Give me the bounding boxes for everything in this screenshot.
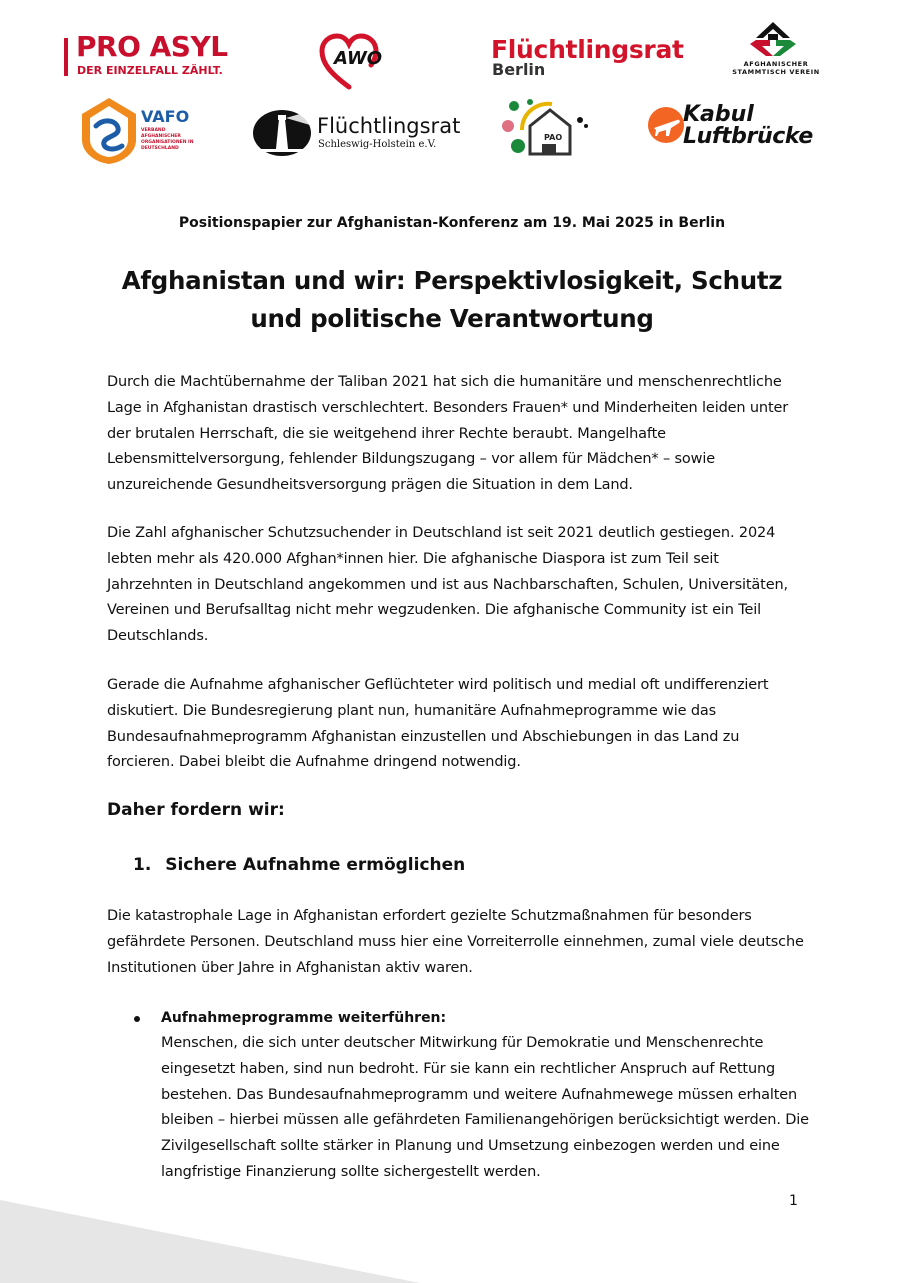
paragraph-intro: Durch die Machtübernahme der Taliban 2021 hat sich die humanitäre und menschenrechtliche Lage in Afghanistan drastisch verschlechtert. Besonders Frauen* und Minderheiten leiden unter der brutalen Herrschaft, die sie weitgehend ihrer Rechte beraubt. Mangelhafte Lebensmittelversorgung, fehlender Bildungszugang – vor allem für Mädchen* – sowie unzureichende Gesundheitsversorgung prägen die Situation in dem Land. [107,374,789,494]
bullet-icon [134,1016,140,1022]
pao-name: PAO [544,133,563,142]
paragraph-aufnahme: Gerade die Aufnahme afghanischer Geflüchteter wird politisch und medial oft undifferenziert diskutiert. Die Bundesregierung plant nun, humanitäre Aufnahmeprogramme wie das Bundesaufnahmeprogramm Afghanistan einzustellen und Abschiebungen in das Land zu forcieren. Dabei bleibt die Aufnahme dringend notwendig. [107,677,769,771]
stammtisch-emblem-icon [746,20,800,58]
pro-asyl-name: PRO ASYL [76,30,228,63]
section-1-number: 1. [133,855,152,875]
pro-asyl-tagline: DER EINZELFALL ZÄHLT. [77,64,223,77]
bullet-heading: Aufnahmeprogramme weiterführen: [161,1010,447,1026]
page-number: 1 [789,1193,798,1209]
corner-decoration [0,1180,420,1283]
fluechtlingsrat-berlin-name: Flüchtlingsrat [491,35,684,64]
fluechtlingsrat-berlin-city: Berlin [492,60,546,79]
awo-name: AWO [334,48,383,69]
demands-heading: Daher fordern wir: [107,800,285,820]
lighthouse-icon [252,109,312,157]
vafo-name: VAFO [141,107,190,126]
fluechtlingsrat-sh-subtitle: Schleswig-Holstein e.V. [318,139,437,150]
vafo-subtitle: VERBAND AFGHANISCHER ORGANISATIONEN IN DEUTSCHLAND [141,128,194,151]
paragraph-diaspora: Die Zahl afghanischer Schutzsuchender in Deutschland ist seit 2021 deutlich gestiegen. 2024 lebten mehr als 420.000 Afghan*innen hier. Die afghanische Diaspora ist zum Teil seit Jahrzehnten in Deutschland angekommen und ist aus Nachbarschaften, Schulen, Universitäten, Vereinen und Berufsalltag nicht mehr wegzudenken. Die afghanische Community ist ein Teil Deutschlands. [107,525,788,645]
section-1-title: Sichere Aufnahme ermöglichen [165,855,466,875]
pao-emblem-icon [500,96,590,166]
section-1-heading [133,857,465,874]
vafo-emblem-icon [78,96,140,166]
section-1-intro: Die katastrophale Lage in Afghanistan erfordert gezielte Schutzmaßnahmen für besonders gefährdete Personen. Deutschland muss hier eine Vorreiterrolle einnehmen, zumal viele deutsche Institutionen über Jahre in Afghanistan aktiv waren. [107,908,804,976]
bullet-text: Menschen, die sich unter deutscher Mitwirkung für Demokratie und Menschenrechte eingesetzt haben, sind nun bedroht. Für sie kann ein rechtlicher Anspruch auf Rettung bestehen. Das Bundesaufnahmeprogramm und weitere Aufnahmewege müssen erhalten bleiben – hierbei müssen alle gefährdeten Familienangehörigen berücksichtigt werden. Die Zivilgesellschaft sollte stärker in Planung und Umsetzung einbezogen werden und eine langfristige Finanzierung sollte sichergestellt werden. [161,1035,809,1180]
fluechtlingsrat-sh-name: Flüchtlingsrat [317,114,461,138]
airplane-icon [647,106,685,144]
stammtisch-name: AFGHANISCHER STAMMTISCH VEREIN [732,60,820,77]
document-title: Afghanistan und wir: Perspektivlosigkeit, Schutz und politische Verantwortung [121,266,783,333]
pro-asyl-bar [64,38,68,76]
kabul-luftbruecke-line2: Luftbrücke [683,124,813,149]
kabul-luftbruecke-line1: Kabul [683,102,754,127]
document-subtitle: Positionspapier zur Afghanistan-Konferenz am 19. Mai 2025 in Berlin [178,215,726,231]
